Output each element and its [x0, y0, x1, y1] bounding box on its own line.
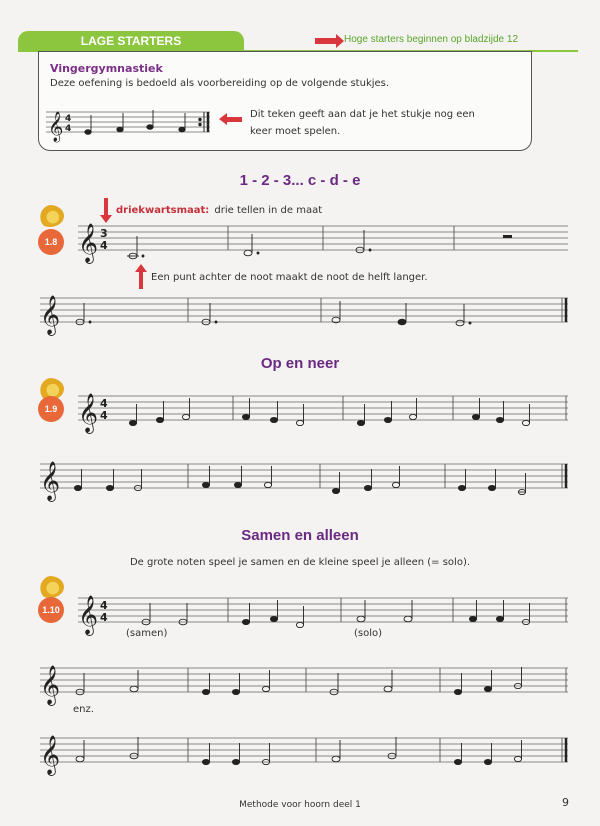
- repeat-note: Dit teken geeft aan dat je het stukje nog een keer moet spelen.: [250, 109, 475, 137]
- staff-1-10-line3: [40, 730, 572, 774]
- treble-clef-icon: 𝄞: [78, 393, 99, 433]
- dot-note: Een punt achter de noot maakt de noot de helft langer.: [151, 272, 428, 283]
- time-signature: 4: [65, 114, 72, 124]
- treble-clef-icon: 𝄞: [40, 735, 61, 775]
- horn-icon: [36, 576, 64, 598]
- arrow-right-icon: [315, 38, 337, 44]
- staff-intro: [46, 106, 216, 142]
- label-solo: (solo): [354, 628, 383, 639]
- section-subtitle: De grote noten speel je samen en de kleine speel je alleen (= solo).: [129, 557, 471, 568]
- section-title-1: 1 - 2 - 3... c - d - e: [239, 172, 361, 189]
- svg-text:4: 4: [100, 611, 108, 624]
- svg-text:4: 4: [65, 124, 72, 134]
- box-text: Deze oefening is bedoeld als voorbereiding op de volgende stukjes.: [50, 78, 390, 89]
- label-enz: enz.: [73, 704, 94, 715]
- staff-1-9-line1: [78, 388, 570, 432]
- treble-clef-icon: 𝄞: [40, 665, 61, 705]
- rest-icon: [503, 235, 512, 238]
- svg-text:4: 4: [100, 239, 108, 252]
- section-title-3: Samen en alleen: [241, 527, 359, 544]
- time-signature: 3: [100, 227, 108, 240]
- section-tab-label: LAGE STARTERS: [80, 34, 182, 48]
- time-signature: 4: [100, 599, 108, 612]
- starters-hint: Hoge starters beginnen op bladzijde 12: [344, 34, 519, 45]
- box-title: Vingergymnastiek: [50, 62, 163, 75]
- treble-clef-icon: 𝄞: [48, 112, 64, 142]
- arrow-down-icon: [104, 198, 108, 216]
- arrow-up-icon: [139, 271, 143, 289]
- page-number: 9: [562, 796, 569, 809]
- label-samen: (samen): [126, 628, 168, 639]
- footer-text: Methode voor hoorn deel 1: [239, 800, 361, 810]
- staff-1-9-line2: [40, 456, 572, 500]
- time-signature: 4: [100, 397, 108, 410]
- time-text: drie tellen in de maat: [214, 205, 323, 216]
- arrow-left-icon: [226, 117, 242, 122]
- exercise-badge: 1.8: [38, 229, 64, 255]
- section-tab: [18, 31, 244, 51]
- treble-clef-icon: 𝄞: [78, 595, 99, 635]
- treble-clef-icon: 𝄞: [40, 461, 61, 501]
- section-title-2: Op en neer: [260, 355, 340, 372]
- exercise-badge: 1.9: [38, 396, 64, 422]
- time-label: driekwartsmaat:: [116, 205, 210, 216]
- horn-icon: [36, 205, 64, 227]
- time-info: [116, 198, 322, 217]
- staff-1-8-line1: [78, 216, 570, 264]
- svg-text:4: 4: [100, 409, 108, 422]
- staff-1-8-line2: [40, 290, 572, 334]
- staff-1-10-line2: [40, 660, 572, 704]
- treble-clef-icon: 𝄞: [40, 295, 61, 335]
- exercise-badge: 1.10: [38, 597, 64, 623]
- treble-clef-icon: 𝄞: [78, 223, 99, 263]
